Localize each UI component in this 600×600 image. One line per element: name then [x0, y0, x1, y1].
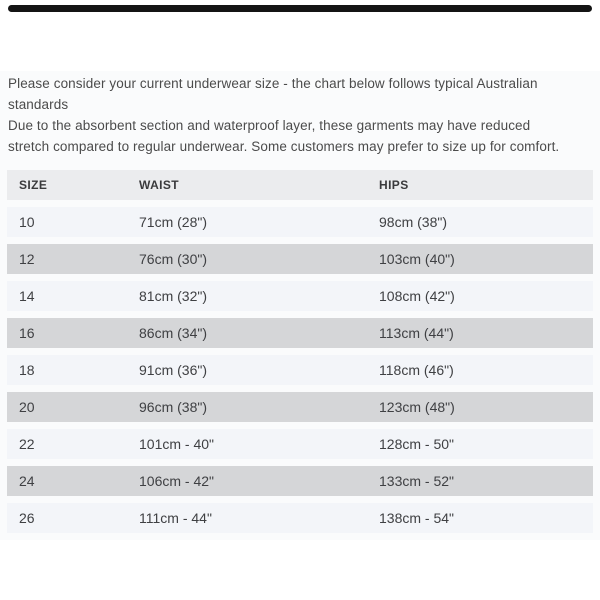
size-cell: 22	[7, 426, 127, 463]
hips-cell: 123cm (48")	[367, 389, 593, 426]
note-line: Due to the absorbent section and waterproof layer, these garments may have reduced	[8, 118, 531, 133]
hips-cell: 108cm (42")	[367, 278, 593, 315]
table-row-size-26	[7, 500, 593, 537]
size-guide-text	[8, 73, 598, 157]
hips-cell: 113cm (44")	[367, 315, 593, 352]
hips-cell: 128cm - 50"	[367, 426, 593, 463]
column-header-hips: HIPS	[367, 170, 593, 204]
note-line: stretch compared to regular underwear. Some customers may prefer to size up for comfort.	[8, 139, 560, 154]
waist-cell: 76cm (30")	[127, 241, 367, 278]
table-row-size-16	[7, 315, 593, 352]
table-row-size-24	[7, 463, 593, 500]
size-cell: 10	[7, 204, 127, 241]
hips-cell: 118cm (46")	[367, 352, 593, 389]
table-row-size-20	[7, 389, 593, 426]
table-row-size-18	[7, 352, 593, 389]
waist-cell: 111cm - 44"	[127, 500, 367, 537]
table-row-size-12	[7, 241, 593, 278]
intro-line: standards	[8, 97, 69, 112]
table-row-size-14	[7, 278, 593, 315]
waist-cell: 96cm (38")	[127, 389, 367, 426]
waist-cell: 86cm (34")	[127, 315, 367, 352]
intro-line: Please consider your current underwear size - the chart below follows typical Australian	[8, 76, 538, 91]
size-cell: 16	[7, 315, 127, 352]
size-chart-table	[7, 170, 593, 540]
top-divider-bar	[8, 5, 592, 12]
size-cell: 26	[7, 500, 127, 537]
waist-cell: 91cm (36")	[127, 352, 367, 389]
size-cell: 20	[7, 389, 127, 426]
column-header-size: SIZE	[7, 170, 127, 204]
hips-cell: 138cm - 54"	[367, 500, 593, 537]
waist-cell: 106cm - 42"	[127, 463, 367, 500]
waist-cell: 71cm (28")	[127, 204, 367, 241]
waist-cell: 81cm (32")	[127, 278, 367, 315]
hips-cell: 133cm - 52"	[367, 463, 593, 500]
hips-cell: 98cm (38")	[367, 204, 593, 241]
size-cell: 18	[7, 352, 127, 389]
waist-cell: 101cm - 40"	[127, 426, 367, 463]
size-cell: 14	[7, 278, 127, 315]
column-header-waist: WAIST	[127, 170, 367, 204]
table-row-size-10	[7, 204, 593, 241]
size-cell: 12	[7, 241, 127, 278]
size-cell: 24	[7, 463, 127, 500]
table-row-size-22	[7, 426, 593, 463]
table-header-row	[7, 170, 593, 204]
hips-cell: 103cm (40")	[367, 241, 593, 278]
